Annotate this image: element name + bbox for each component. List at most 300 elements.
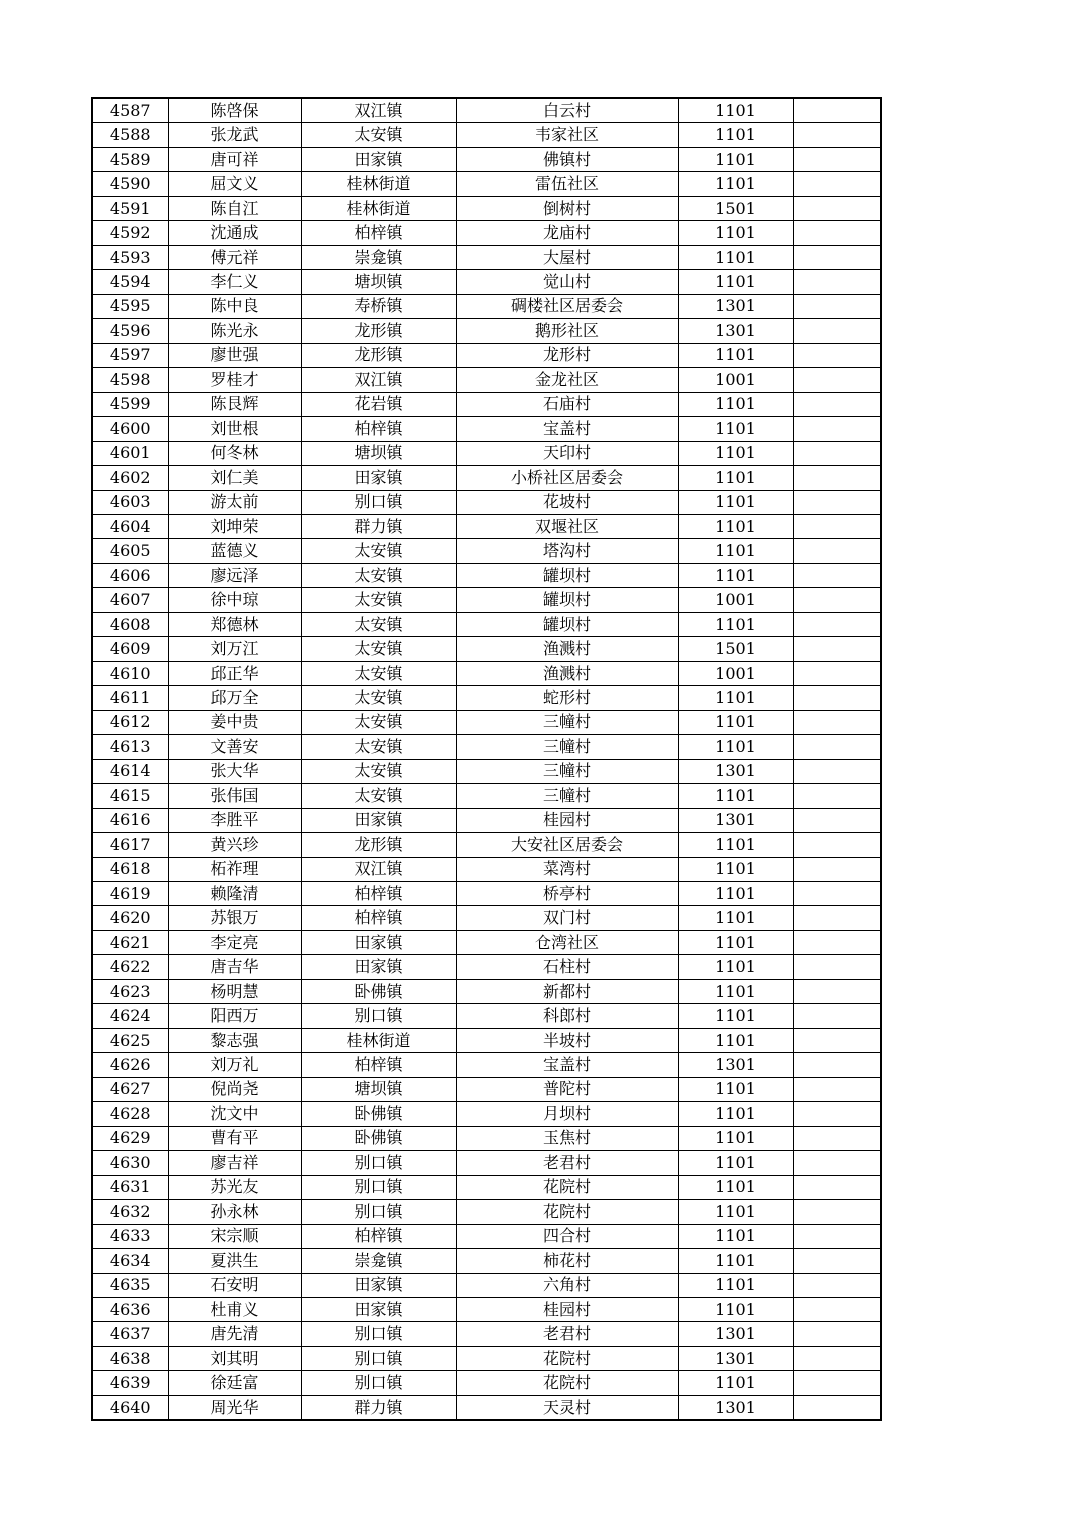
village-cell: 桥亭村: [456, 882, 678, 906]
name-cell: 李胜平: [168, 808, 301, 832]
table-row: [92, 710, 881, 734]
note-cell: [793, 417, 881, 441]
town-cell: 群力镇: [301, 1395, 456, 1420]
town-cell: 卧佛镇: [301, 1102, 456, 1126]
table-row: [92, 759, 881, 783]
village-cell: 花坡村: [456, 490, 678, 514]
note-cell: [793, 1102, 881, 1126]
row-number-cell: 4594: [92, 270, 168, 294]
code-cell: 1001: [678, 661, 793, 685]
table-row: [92, 221, 881, 245]
code-cell: 1101: [678, 1102, 793, 1126]
row-number-cell: 4611: [92, 686, 168, 710]
name-cell: 邱正华: [168, 661, 301, 685]
town-cell: 太安镇: [301, 612, 456, 636]
row-number-cell: 4596: [92, 319, 168, 343]
town-cell: 柏梓镇: [301, 221, 456, 245]
name-cell: 陈自江: [168, 196, 301, 220]
town-cell: 别口镇: [301, 1004, 456, 1028]
table-row: [92, 417, 881, 441]
village-cell: 龙形村: [456, 343, 678, 367]
name-cell: 夏洪生: [168, 1249, 301, 1273]
note-cell: [793, 1004, 881, 1028]
row-number-cell: 4626: [92, 1053, 168, 1077]
name-cell: 孙永林: [168, 1200, 301, 1224]
note-cell: [793, 1077, 881, 1101]
name-cell: 宋宗顺: [168, 1224, 301, 1248]
row-number-cell: 4597: [92, 343, 168, 367]
village-cell: 三幢村: [456, 784, 678, 808]
row-number-cell: 4637: [92, 1322, 168, 1346]
town-cell: 柏梓镇: [301, 882, 456, 906]
table-row: [92, 1053, 881, 1077]
village-cell: 罐坝村: [456, 612, 678, 636]
note-cell: [793, 172, 881, 196]
row-number-cell: 4601: [92, 441, 168, 465]
note-cell: [793, 1175, 881, 1199]
town-cell: 田家镇: [301, 955, 456, 979]
row-number-cell: 4610: [92, 661, 168, 685]
town-cell: 田家镇: [301, 1273, 456, 1297]
note-cell: [793, 1126, 881, 1150]
code-cell: 1101: [678, 955, 793, 979]
note-cell: [793, 270, 881, 294]
code-cell: 1101: [678, 686, 793, 710]
village-cell: 觉山村: [456, 270, 678, 294]
row-number-cell: 4591: [92, 196, 168, 220]
table-row: [92, 735, 881, 759]
note-cell: [793, 759, 881, 783]
table-row: [92, 882, 881, 906]
code-cell: 1101: [678, 563, 793, 587]
table-row: [92, 466, 881, 490]
name-cell: 赖隆清: [168, 882, 301, 906]
table-row: [92, 368, 881, 392]
note-cell: [793, 710, 881, 734]
table-row: [92, 98, 881, 123]
town-cell: 太安镇: [301, 637, 456, 661]
village-cell: 桂园村: [456, 808, 678, 832]
code-cell: 1101: [678, 98, 793, 123]
note-cell: [793, 563, 881, 587]
row-number-cell: 4592: [92, 221, 168, 245]
town-cell: 太安镇: [301, 784, 456, 808]
name-cell: 陈艮辉: [168, 392, 301, 416]
table-row: [92, 637, 881, 661]
note-cell: [793, 661, 881, 685]
note-cell: [793, 1322, 881, 1346]
table-row: [92, 245, 881, 269]
row-number-cell: 4634: [92, 1249, 168, 1273]
code-cell: 1101: [678, 1297, 793, 1321]
village-cell: 玉焦村: [456, 1126, 678, 1150]
code-cell: 1101: [678, 392, 793, 416]
code-cell: 1101: [678, 147, 793, 171]
table-row: [92, 441, 881, 465]
code-cell: 1101: [678, 1175, 793, 1199]
village-cell: 宝盖村: [456, 1053, 678, 1077]
table-row: [92, 563, 881, 587]
name-cell: 张伟国: [168, 784, 301, 808]
table-row: [92, 1322, 881, 1346]
town-cell: 田家镇: [301, 147, 456, 171]
town-cell: 太安镇: [301, 539, 456, 563]
village-cell: 鹅形社区: [456, 319, 678, 343]
town-cell: 太安镇: [301, 661, 456, 685]
name-cell: 陈啓保: [168, 98, 301, 123]
table-row: [92, 612, 881, 636]
village-cell: 罐坝村: [456, 563, 678, 587]
village-cell: 三幢村: [456, 710, 678, 734]
note-cell: [793, 123, 881, 147]
row-number-cell: 4623: [92, 979, 168, 1003]
note-cell: [793, 808, 881, 832]
code-cell: 1301: [678, 808, 793, 832]
code-cell: 1301: [678, 1346, 793, 1370]
code-cell: 1301: [678, 294, 793, 318]
note-cell: [793, 294, 881, 318]
row-number-cell: 4605: [92, 539, 168, 563]
note-cell: [793, 1395, 881, 1420]
village-cell: 大安社区居委会: [456, 833, 678, 857]
code-cell: 1101: [678, 1249, 793, 1273]
code-cell: 1101: [678, 514, 793, 538]
name-cell: 唐吉华: [168, 955, 301, 979]
town-cell: 群力镇: [301, 514, 456, 538]
note-cell: [793, 979, 881, 1003]
name-cell: 周光华: [168, 1395, 301, 1420]
village-cell: 渔溅村: [456, 661, 678, 685]
village-cell: 花院村: [456, 1200, 678, 1224]
code-cell: 1501: [678, 196, 793, 220]
row-number-cell: 4638: [92, 1346, 168, 1370]
table-row: [92, 1151, 881, 1175]
table-row: [92, 1077, 881, 1101]
note-cell: [793, 245, 881, 269]
row-number-cell: 4636: [92, 1297, 168, 1321]
note-cell: [793, 784, 881, 808]
name-cell: 徐廷富: [168, 1371, 301, 1395]
row-number-cell: 4612: [92, 710, 168, 734]
note-cell: [793, 514, 881, 538]
code-cell: 1101: [678, 906, 793, 930]
table-row: [92, 1126, 881, 1150]
row-number-cell: 4595: [92, 294, 168, 318]
table-row: [92, 930, 881, 954]
row-number-cell: 4604: [92, 514, 168, 538]
code-cell: 1101: [678, 979, 793, 1003]
town-cell: 卧佛镇: [301, 979, 456, 1003]
village-cell: 韦家社区: [456, 123, 678, 147]
name-cell: 何冬林: [168, 441, 301, 465]
row-number-cell: 4620: [92, 906, 168, 930]
note-cell: [793, 392, 881, 416]
note-cell: [793, 955, 881, 979]
row-number-cell: 4621: [92, 930, 168, 954]
village-cell: 倒树村: [456, 196, 678, 220]
table-row: [92, 1004, 881, 1028]
note-cell: [793, 882, 881, 906]
town-cell: 塘坝镇: [301, 441, 456, 465]
table-row: [92, 1175, 881, 1199]
row-number-cell: 4629: [92, 1126, 168, 1150]
name-cell: 李仁义: [168, 270, 301, 294]
village-cell: 天印村: [456, 441, 678, 465]
row-number-cell: 4606: [92, 563, 168, 587]
village-cell: 科郎村: [456, 1004, 678, 1028]
code-cell: 1301: [678, 1053, 793, 1077]
town-cell: 塘坝镇: [301, 270, 456, 294]
village-cell: 柿花村: [456, 1249, 678, 1273]
table-row: [92, 1028, 881, 1052]
code-cell: 1101: [678, 1126, 793, 1150]
town-cell: 寿桥镇: [301, 294, 456, 318]
name-cell: 廖吉祥: [168, 1151, 301, 1175]
name-cell: 倪尚尧: [168, 1077, 301, 1101]
name-cell: 刘万礼: [168, 1053, 301, 1077]
name-cell: 文善安: [168, 735, 301, 759]
note-cell: [793, 343, 881, 367]
table-row: [92, 1297, 881, 1321]
note-cell: [793, 1053, 881, 1077]
code-cell: 1101: [678, 710, 793, 734]
village-cell: 渔溅村: [456, 637, 678, 661]
town-cell: 双江镇: [301, 857, 456, 881]
town-cell: 双江镇: [301, 368, 456, 392]
note-cell: [793, 196, 881, 220]
table-row: [92, 833, 881, 857]
code-cell: 1001: [678, 588, 793, 612]
name-cell: 游太前: [168, 490, 301, 514]
table-row: [92, 490, 881, 514]
village-cell: 花院村: [456, 1371, 678, 1395]
note-cell: [793, 1224, 881, 1248]
town-cell: 龙形镇: [301, 833, 456, 857]
note-cell: [793, 833, 881, 857]
name-cell: 蓝德义: [168, 539, 301, 563]
row-number-cell: 4613: [92, 735, 168, 759]
village-cell: 老君村: [456, 1322, 678, 1346]
note-cell: [793, 490, 881, 514]
row-number-cell: 4600: [92, 417, 168, 441]
code-cell: 1101: [678, 784, 793, 808]
name-cell: 沈文中: [168, 1102, 301, 1126]
table-row: [92, 123, 881, 147]
note-cell: [793, 441, 881, 465]
village-cell: 石庙村: [456, 392, 678, 416]
village-cell: 罐坝村: [456, 588, 678, 612]
row-number-cell: 4588: [92, 123, 168, 147]
name-cell: 邱万全: [168, 686, 301, 710]
note-cell: [793, 1346, 881, 1370]
table-row: [92, 979, 881, 1003]
row-number-cell: 4603: [92, 490, 168, 514]
town-cell: 太安镇: [301, 686, 456, 710]
table-row: [92, 1395, 881, 1420]
note-cell: [793, 539, 881, 563]
code-cell: 1101: [678, 245, 793, 269]
row-number-cell: 4633: [92, 1224, 168, 1248]
row-number-cell: 4608: [92, 612, 168, 636]
table-row: [92, 392, 881, 416]
name-cell: 屈文义: [168, 172, 301, 196]
town-cell: 崇龛镇: [301, 1249, 456, 1273]
table-row: [92, 539, 881, 563]
code-cell: 1101: [678, 441, 793, 465]
row-number-cell: 4632: [92, 1200, 168, 1224]
code-cell: 1101: [678, 1273, 793, 1297]
town-cell: 柏梓镇: [301, 1053, 456, 1077]
town-cell: 双江镇: [301, 98, 456, 123]
row-number-cell: 4635: [92, 1273, 168, 1297]
village-cell: 白云村: [456, 98, 678, 123]
roster-table: [91, 97, 882, 1421]
village-cell: 菜湾村: [456, 857, 678, 881]
table-row: [92, 808, 881, 832]
name-cell: 刘坤荣: [168, 514, 301, 538]
row-number-cell: 4590: [92, 172, 168, 196]
village-cell: 双门村: [456, 906, 678, 930]
note-cell: [793, 1249, 881, 1273]
village-cell: 天灵村: [456, 1395, 678, 1420]
table-row: [92, 514, 881, 538]
note-cell: [793, 930, 881, 954]
village-cell: 花院村: [456, 1346, 678, 1370]
town-cell: 太安镇: [301, 710, 456, 734]
town-cell: 花岩镇: [301, 392, 456, 416]
village-cell: 老君村: [456, 1151, 678, 1175]
name-cell: 阳西万: [168, 1004, 301, 1028]
row-number-cell: 4630: [92, 1151, 168, 1175]
table-row: [92, 1224, 881, 1248]
name-cell: 曹有平: [168, 1126, 301, 1150]
village-cell: 大屋村: [456, 245, 678, 269]
town-cell: 别口镇: [301, 1371, 456, 1395]
row-number-cell: 4625: [92, 1028, 168, 1052]
name-cell: 沈通成: [168, 221, 301, 245]
row-number-cell: 4607: [92, 588, 168, 612]
name-cell: 郑德林: [168, 612, 301, 636]
village-cell: 四合村: [456, 1224, 678, 1248]
note-cell: [793, 906, 881, 930]
village-cell: 三幢村: [456, 759, 678, 783]
town-cell: 田家镇: [301, 930, 456, 954]
town-cell: 别口镇: [301, 490, 456, 514]
row-number-cell: 4599: [92, 392, 168, 416]
code-cell: 1101: [678, 1224, 793, 1248]
table-row: [92, 1249, 881, 1273]
town-cell: 崇龛镇: [301, 245, 456, 269]
village-cell: 仓湾社区: [456, 930, 678, 954]
town-cell: 塘坝镇: [301, 1077, 456, 1101]
village-cell: 雷伍社区: [456, 172, 678, 196]
table-row: [92, 294, 881, 318]
row-number-cell: 4618: [92, 857, 168, 881]
name-cell: 柘祚理: [168, 857, 301, 881]
town-cell: 太安镇: [301, 563, 456, 587]
code-cell: 1101: [678, 1004, 793, 1028]
row-number-cell: 4614: [92, 759, 168, 783]
name-cell: 罗桂才: [168, 368, 301, 392]
code-cell: 1301: [678, 1395, 793, 1420]
table-row: [92, 1371, 881, 1395]
village-cell: 月坝村: [456, 1102, 678, 1126]
row-number-cell: 4587: [92, 98, 168, 123]
name-cell: 杜甫义: [168, 1297, 301, 1321]
name-cell: 唐可祥: [168, 147, 301, 171]
town-cell: 桂林街道: [301, 1028, 456, 1052]
village-cell: 塔沟村: [456, 539, 678, 563]
table-row: [92, 270, 881, 294]
table-row: [92, 343, 881, 367]
village-cell: 小桥社区居委会: [456, 466, 678, 490]
row-number-cell: 4615: [92, 784, 168, 808]
note-cell: [793, 1028, 881, 1052]
code-cell: 1101: [678, 490, 793, 514]
name-cell: 姜中贵: [168, 710, 301, 734]
town-cell: 卧佛镇: [301, 1126, 456, 1150]
name-cell: 黎志强: [168, 1028, 301, 1052]
town-cell: 太安镇: [301, 123, 456, 147]
table-row: [92, 686, 881, 710]
village-cell: 碉楼社区居委会: [456, 294, 678, 318]
village-cell: 龙庙村: [456, 221, 678, 245]
row-number-cell: 4616: [92, 808, 168, 832]
code-cell: 1101: [678, 539, 793, 563]
note-cell: [793, 686, 881, 710]
table-row: [92, 319, 881, 343]
note-cell: [793, 368, 881, 392]
village-cell: 花院村: [456, 1175, 678, 1199]
code-cell: 1101: [678, 857, 793, 881]
row-number-cell: 4624: [92, 1004, 168, 1028]
row-number-cell: 4640: [92, 1395, 168, 1420]
table-row: [92, 906, 881, 930]
name-cell: 傅元祥: [168, 245, 301, 269]
table-row: [92, 955, 881, 979]
row-number-cell: 4627: [92, 1077, 168, 1101]
code-cell: 1101: [678, 1371, 793, 1395]
town-cell: 别口镇: [301, 1175, 456, 1199]
village-cell: 石柱村: [456, 955, 678, 979]
row-number-cell: 4609: [92, 637, 168, 661]
town-cell: 桂林街道: [301, 172, 456, 196]
table-row: [92, 1346, 881, 1370]
row-number-cell: 4589: [92, 147, 168, 171]
note-cell: [793, 147, 881, 171]
town-cell: 柏梓镇: [301, 906, 456, 930]
code-cell: 1101: [678, 466, 793, 490]
row-number-cell: 4602: [92, 466, 168, 490]
row-number-cell: 4622: [92, 955, 168, 979]
name-cell: 刘万江: [168, 637, 301, 661]
row-number-cell: 4631: [92, 1175, 168, 1199]
town-cell: 别口镇: [301, 1346, 456, 1370]
code-cell: 1101: [678, 270, 793, 294]
code-cell: 1301: [678, 319, 793, 343]
code-cell: 1301: [678, 1322, 793, 1346]
note-cell: [793, 612, 881, 636]
town-cell: 柏梓镇: [301, 417, 456, 441]
table-row: [92, 1200, 881, 1224]
row-number-cell: 4598: [92, 368, 168, 392]
village-cell: 三幢村: [456, 735, 678, 759]
name-cell: 张龙武: [168, 123, 301, 147]
note-cell: [793, 1297, 881, 1321]
note-cell: [793, 221, 881, 245]
code-cell: 1101: [678, 833, 793, 857]
code-cell: 1101: [678, 1077, 793, 1101]
